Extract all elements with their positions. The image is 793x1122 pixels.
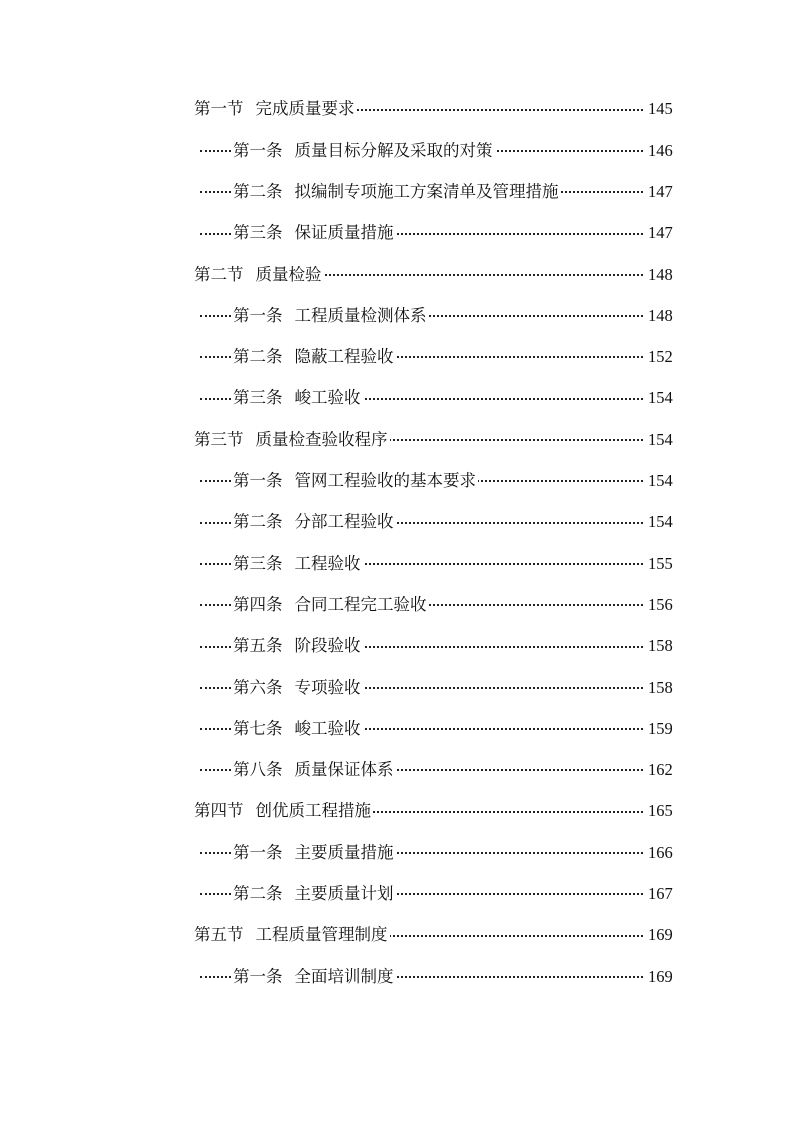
toc-entry-number: 第三条 <box>233 223 283 243</box>
toc-entry-number: 第三条 <box>233 388 283 408</box>
toc-entry-title: 峻工验收 <box>294 388 361 408</box>
toc-page-number: 154 <box>648 388 673 408</box>
toc-entry-title: 专项验收 <box>294 677 361 697</box>
toc-article-entry[interactable] <box>0 956 793 997</box>
toc-entry-label <box>194 803 373 820</box>
toc-article-entry[interactable] <box>0 874 793 915</box>
toc-entry-number: 第三条 <box>233 553 283 573</box>
toc-entry-title: 全面培训制度 <box>294 966 394 986</box>
toc-entry-number: 第五节 <box>194 925 244 945</box>
toc-page-number: 158 <box>648 636 673 656</box>
toc-entry-label <box>233 966 396 986</box>
toc-entry-title: 峻工验收 <box>294 718 361 738</box>
toc-entry-title: 质量目标分解及采取的对策 <box>294 140 493 160</box>
toc-section-entry[interactable] <box>0 419 793 460</box>
toc-article-entry[interactable] <box>0 337 793 378</box>
toc-entry-number: 第一条 <box>233 471 283 491</box>
toc-entry-title: 质量保证体系 <box>294 760 394 780</box>
toc-article-entry[interactable] <box>0 832 793 873</box>
toc-article-entry[interactable] <box>0 295 793 336</box>
toc-entry-label <box>233 886 396 903</box>
toc-article-entry[interactable] <box>0 502 793 543</box>
toc-article-entry[interactable] <box>0 750 793 791</box>
toc-page-number: 147 <box>648 223 673 243</box>
toc-entry-label <box>233 390 363 407</box>
toc-entry-number: 第七条 <box>233 718 283 738</box>
toc-article-entry[interactable] <box>0 667 793 708</box>
toc-entry-title: 保证质量措施 <box>294 223 394 243</box>
toc-entry-number: 第二节 <box>194 264 244 284</box>
toc-entry-title: 阶段验收 <box>294 636 361 656</box>
toc-page-number: 166 <box>648 842 673 862</box>
toc-article-entry[interactable] <box>0 213 793 254</box>
toc-entry-label <box>233 553 363 573</box>
toc-article-entry[interactable] <box>0 543 793 584</box>
toc-article-entry[interactable] <box>0 461 793 502</box>
toc-entry-label <box>233 718 363 738</box>
toc-page-number: 145 <box>648 99 673 119</box>
toc-entry-label <box>233 594 429 614</box>
toc-entry-label <box>233 140 495 160</box>
toc-article-entry[interactable] <box>0 130 793 171</box>
toc-page-number: 169 <box>648 966 673 986</box>
toc-entry-title: 工程验收 <box>294 553 361 573</box>
toc-entry-label <box>233 225 396 242</box>
toc-entry-title: 主要质量措施 <box>294 842 394 862</box>
toc-entry-number: 第一条 <box>233 140 283 160</box>
toc-entry-label <box>233 762 396 779</box>
toc-section-entry[interactable] <box>0 89 793 130</box>
toc-page-number: 154 <box>648 471 673 491</box>
toc-entry-label <box>233 842 396 862</box>
toc-section-entry[interactable] <box>0 791 793 832</box>
toc-article-entry[interactable] <box>0 172 793 213</box>
toc-article-entry[interactable] <box>0 585 793 626</box>
toc-entry-title: 主要质量计划 <box>294 884 394 904</box>
toc-entry-title: 分部工程验收 <box>294 512 394 532</box>
toc-page-number: 146 <box>648 140 673 160</box>
toc-entry-label <box>233 305 429 325</box>
toc-page-number: 148 <box>648 305 673 325</box>
toc-article-entry[interactable] <box>0 378 793 419</box>
toc-entry-label <box>233 181 561 201</box>
toc-section-entry[interactable] <box>0 915 793 956</box>
toc-entry-title: 工程质量检测体系 <box>294 305 427 325</box>
toc-page-number: 156 <box>648 594 673 614</box>
toc-entry-label <box>194 264 324 284</box>
toc-entry-number: 第二条 <box>233 347 283 367</box>
toc-entry-title: 完成质量要求 <box>255 99 355 119</box>
toc-page-number: 167 <box>648 884 673 904</box>
toc-page-number: 159 <box>648 718 673 738</box>
toc-entry-label <box>233 349 396 366</box>
toc-page-number: 165 <box>648 801 673 821</box>
toc-entry-label <box>194 927 390 944</box>
toc-page-number: 154 <box>648 429 673 449</box>
toc-entry-label <box>233 638 363 655</box>
toc-page-number: 158 <box>648 677 673 697</box>
toc-entry-title: 创优质工程措施 <box>255 801 371 821</box>
toc-entry-number: 第二条 <box>233 181 283 201</box>
table-of-contents <box>0 89 793 998</box>
toc-entry-title: 拟编制专项施工方案清单及管理措施 <box>294 181 559 201</box>
toc-page-number: 155 <box>648 553 673 573</box>
toc-entry-number: 第一条 <box>233 842 283 862</box>
toc-entry-number: 第六条 <box>233 677 283 697</box>
toc-entry-label <box>233 514 396 531</box>
toc-entry-number: 第一条 <box>233 305 283 325</box>
toc-entry-number: 第四节 <box>194 801 244 821</box>
toc-page-number: 147 <box>648 181 673 201</box>
toc-entry-number: 第八条 <box>233 760 283 780</box>
toc-entry-number: 第一节 <box>194 99 244 119</box>
toc-article-entry[interactable] <box>0 626 793 667</box>
toc-entry-title: 合同工程完工验收 <box>294 594 427 614</box>
toc-entry-title: 工程质量管理制度 <box>255 925 388 945</box>
toc-entry-number: 第三节 <box>194 429 244 449</box>
toc-page-number: 148 <box>648 264 673 284</box>
toc-article-entry[interactable] <box>0 708 793 749</box>
toc-entry-number: 第二条 <box>233 512 283 532</box>
toc-page-number: 162 <box>648 760 673 780</box>
toc-entry-number: 第五条 <box>233 636 283 656</box>
toc-entry-number: 第四条 <box>233 594 283 614</box>
toc-page-number: 152 <box>648 347 673 367</box>
toc-entry-title: 管网工程验收的基本要求 <box>294 471 476 491</box>
toc-entry-label <box>233 473 478 490</box>
toc-page-number: 169 <box>648 925 673 945</box>
toc-entry-title: 质量检验 <box>255 264 322 284</box>
toc-entry-title: 质量检查验收程序 <box>255 429 388 449</box>
toc-page-number: 154 <box>648 512 673 532</box>
toc-entry-label <box>233 677 363 697</box>
toc-entry-label <box>194 101 357 118</box>
toc-entry-number: 第一条 <box>233 966 283 986</box>
toc-entry-title: 隐蔽工程验收 <box>294 347 394 367</box>
toc-section-entry[interactable] <box>0 254 793 295</box>
toc-entry-label <box>194 429 390 449</box>
toc-entry-number: 第二条 <box>233 884 283 904</box>
